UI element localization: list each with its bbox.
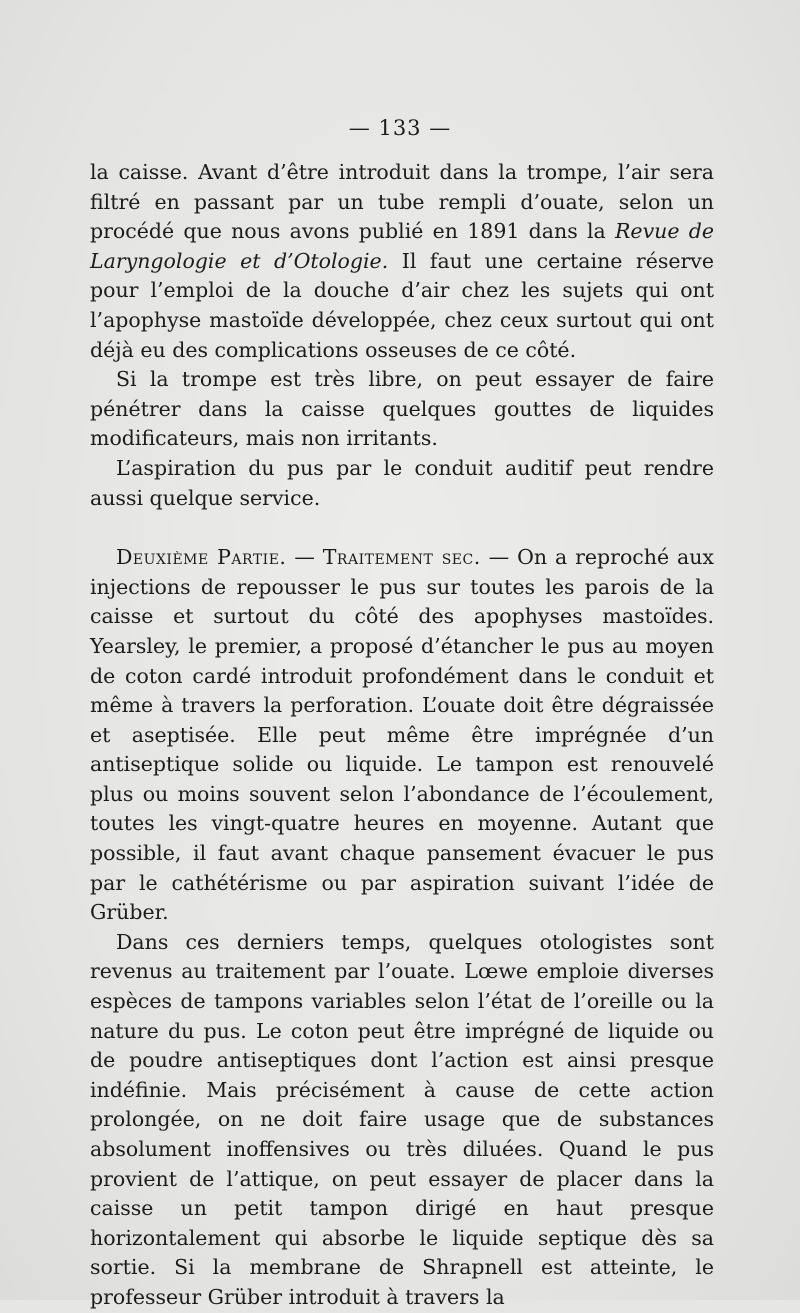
paragraph-3: L’aspiration du pus par le conduit auditif peut rendre aussi quelque service. (90, 455, 714, 510)
heading-dash-2: — (480, 545, 518, 570)
paragraph-1 (90, 158, 714, 365)
heading-dash-1: — (286, 545, 323, 570)
paragraph-5: Dans ces derniers temps, quelques otologistes sont revenus au traitement par l’ouate. Lœwe emploie diverses espèces de tampons variables selon l’état de l’oreille ou la nature du pus. Le coton peut être imprégné de liquide ou de poudre antiseptiques dont l’action est ainsi presque indéfinie. Mais précisément à cause de cette action prolongée, on ne doit faire usage que de substances absolument inoffensives ou très diluées. Quand le pus provient de l’attique, on peut essayer de placer dans la caisse un petit tampon dirigé en haut presque horizontalement qui absorbe le liquide septique dès sa sortie. Si la membrane de Shrapnell est atteinte, le professeur Grüber introduit à travers la (90, 929, 714, 1309)
section-heading-part: Deuxième Partie. (116, 545, 287, 570)
section-heading-title: Traitement sec. (322, 545, 481, 570)
body-text (90, 158, 714, 1313)
journal-title: Revue de Laryngologie et d’Otologie. (90, 219, 714, 273)
paragraph-1-text-a: la caisse. Avant d’être introduit dans la trompe, l’air sera filtré en passant par un tube rempli d’ouate, selon un procédé que nous avons publié en 1891 dans la (90, 160, 714, 244)
paragraph-4 (90, 543, 714, 928)
page-number: — 133 — (348, 116, 452, 140)
paragraph-4-body: On a reproché aux injections de repousser le pus sur toutes les parois de la caisse et surtout du côté des apophyses mastoïdes. Yearsley, le premier, a proposé d’étancher le pus au moyen de coton cardé introduit profondément dans le conduit et même à travers la perforation. L’ouate doit être dégraissée et aseptisée. Elle peut même être imprégnée d’un antiseptique solide ou liquide. Le tampon est renouvelé plus ou moins souvent selon l’abondance de l’écoulement, toutes les vingt-quatre heures en moyenne. Autant que possible, il faut avant chaque pansement évacuer le pus par le cathétérisme ou par aspiration suivant l’idée de Grüber. (90, 545, 714, 925)
paragraph-2: Si la trompe est très libre, on peut essayer de faire pénétrer dans la caisse quelques gouttes de liquides modificateurs, mais non irritants. (90, 367, 714, 451)
paragraph-1-text-b: Il faut une certaine réserve pour l’emploi de la douche d’air chez les sujets qui ont l’apophyse mastoïde développée, chez ceux surtout qui ont déjà eu des complications osseuses de ce côté. (90, 248, 715, 362)
